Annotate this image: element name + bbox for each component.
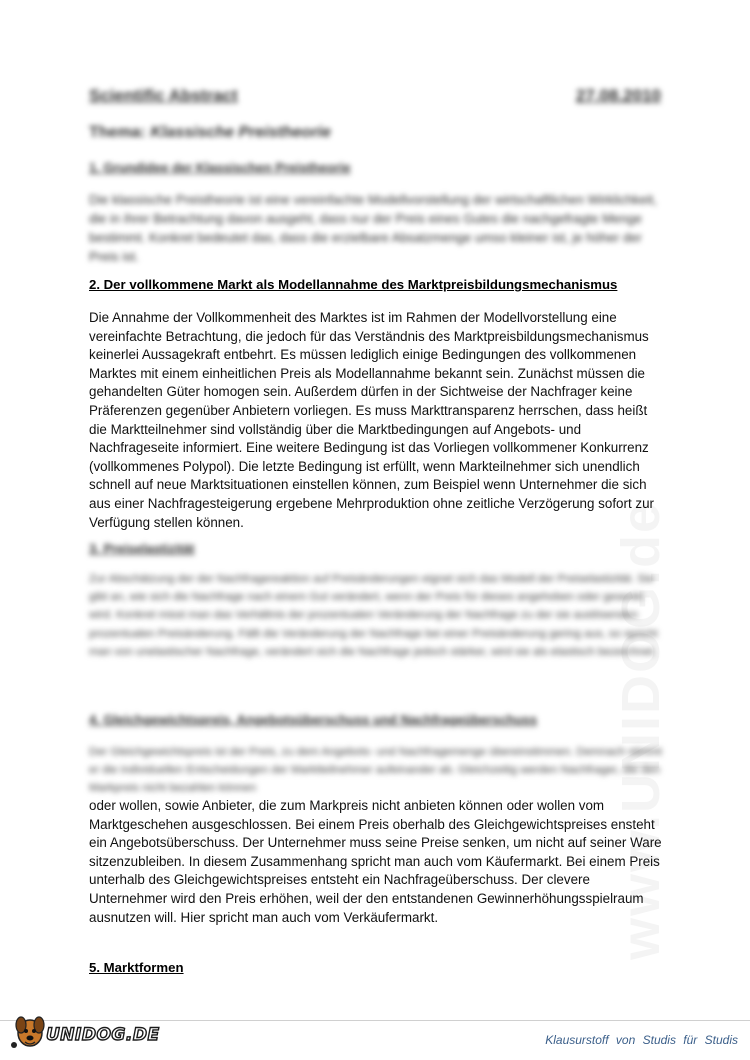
document-date: 27.08.2010 — [575, 86, 661, 105]
section-4-text: oder wollen, sowie Anbieter, die zum Markpreis nicht anbieten können oder wollen vom Marktgeschehen ausgeschlossen. Bei einem Preis oberhalb des Gleichgewichtspreises ensteht ein Angebotsüberschuss. Der Unternehmer muss seine Preise senken, um nicht auf seiner Ware sitzenzubleiben. In diesem Zusammenhang spricht man auch vom Käufermarkt. Bei einem Preis unterhalb des Gleichgewichtspreises entsteht ein Nachfrageüberschuss. Der clevere Unternehmer wird den Preis erhöhen, weil der den entstandenen Gewinnerhöhungsspielraum ausnutzen will. Hier spricht man auch vom Verkäufermarkt. — [89, 798, 662, 925]
logo-wordmark: UNIDOG.DE — [46, 1025, 160, 1045]
topic-line — [89, 124, 331, 142]
section-1-heading: 1. Grundidee der Klassischen Preistheorie — [89, 160, 351, 175]
document-title: Scientific Abstract — [89, 86, 238, 105]
section-4-heading: 4. Gleichgewichtspreis, Angebotsüberschuss und Nachfrageüberschuss — [89, 712, 538, 727]
section-3-heading: 3. Preiselastizität — [89, 541, 195, 556]
footer-tagline: Klausurstoff von Studis für Studis — [545, 1033, 738, 1047]
document-header — [89, 86, 661, 112]
section-5-heading: 5. Marktformen — [89, 960, 184, 975]
section-1-text: Die klassische Preistheorie ist eine vereinfachte Modellvorstellung der wirtschaftlichen Wirklichkeit, die in ihrer Betrachtung davon ausgeht, dass nur der Preis eines Gutes die nachgefragte Menge bestimmt. Konkret bedeutet das, dass die erzielbare Absatzmenge umso kleiner ist, je höher der Preis ist. — [89, 192, 657, 265]
section-4-text-blurred: Der Gleichgewichtspreis ist der Preis, zu dem Angebots- und Nachfragemenge übereinstimmen. Demnach stimmt er die individuellen Entscheidungen der Marktteilnehmer aufeinander ab. Gleichzeitig werden Nachfrager, die den Markpreis nicht bezahlen können — [89, 746, 662, 795]
section-2-heading: 2. Der vollkommene Markt als Modellannahme des Marktpreisbildungsmechanismus — [89, 277, 618, 292]
section-3-text: Zur Abschätzung der der Nachfragereaktion auf Preisänderungen eignet sich das Modell der Preiselastizität. Sie gibt an, wie sich die Nachfrage nach einem Gut verändert, wenn der Preis für dieses angehoben oder gesenkt wird. Konkret misst man das Verhältnis der prozentualen Veränderung der Nachfrage zu der sie auslösenden prozentualen Preisänderung. Fällt die Veränderung der Nachfrage bei einer Preisänderung gering aus, so spricht man von unelastischer Nachfrage, verändert sich die Nachfrage jedoch stärker, wird sie als elastisch bezeichnet. — [89, 573, 658, 658]
section-2-text: Die Annahme der Vollkommenheit des Marktes ist im Rahmen der Modellvorstellung eine vereinfachte Betrachtung, die jedoch für das Verständnis des Marktpreisbildungsmechanismus keinerlei Aussagekraft entbehrt. Es müssen lediglich einige Bedingungen des vollkommenen Marktes mit einem einheitlichen Preis als Modellannahme bekannt sein. Zunächst müssen die gehandelten Güter homogen sein. Außerdem dürfen in der Sichtweise der Nachfrager keine Präferenzen gegenüber Anbietern vorliegen. Es muss Markttransparenz herrschen, dass heißt die Marktteilnehmer sind vollständig über die Marktbedingungen auf Angebots- und Nachfrageseite informiert. Eine weitere Bedingung ist das Vorliegen vollkommener Konkurrenz (vollkommenes Polypol). Die letzte Bedingung ist erfüllt, wenn Markteilnehmer sich unendlich schnell auf neue Marktsituationen einstellen können, zum Beispiel wenn Unternehmer die sich aus einer Nachfragesteigerung ergebene Mehrproduktion ohne zeitliche Verzögerung sofort zur Verfügung stellen können. — [89, 310, 654, 530]
topic-value: Klassische Preistheorie — [150, 124, 331, 141]
topic-label: Thema: — [89, 124, 146, 141]
